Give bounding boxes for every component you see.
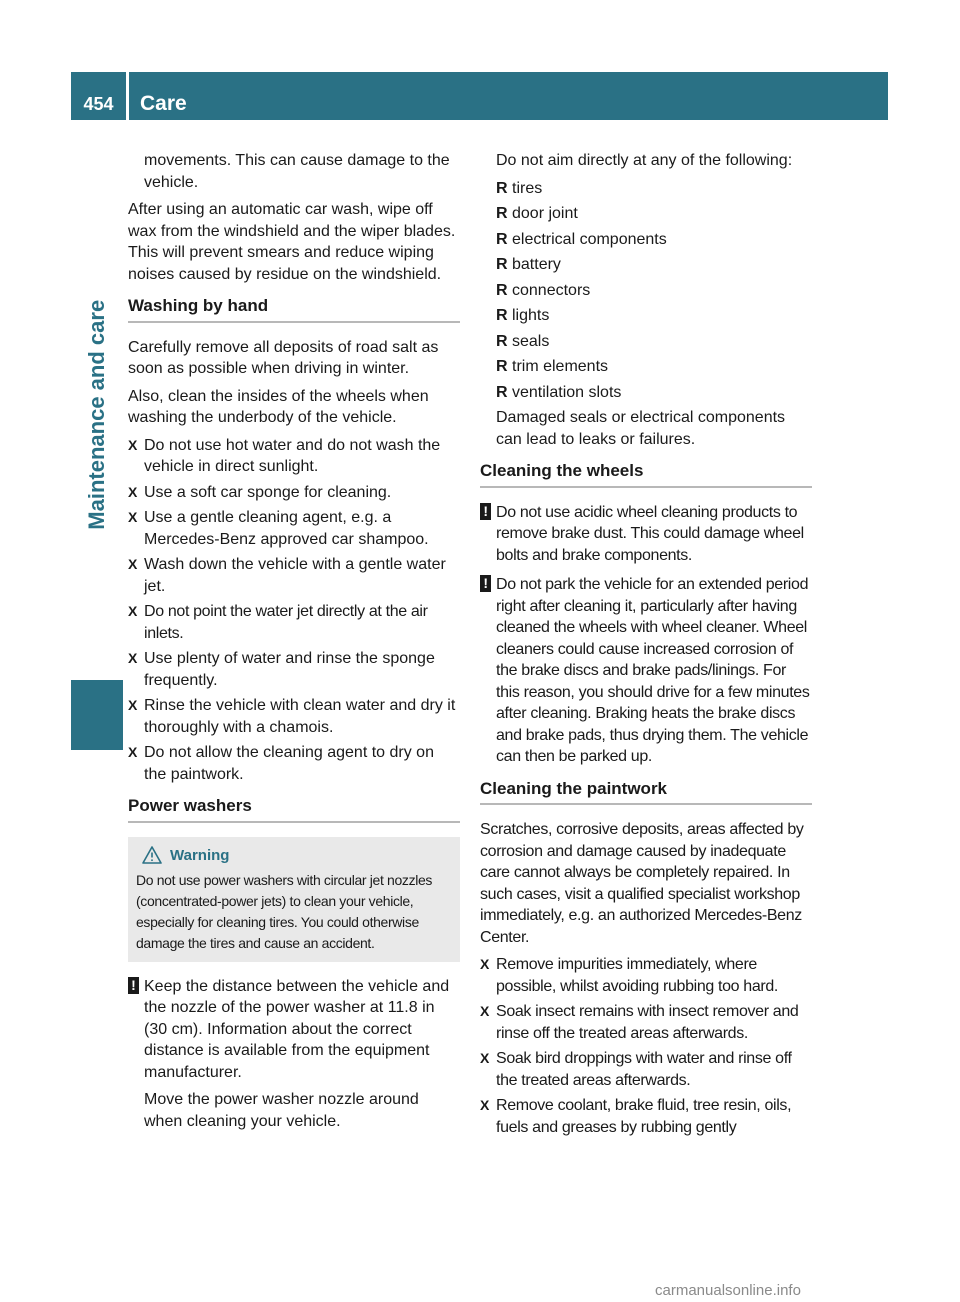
list-item: R ventilation slots xyxy=(496,382,812,404)
step-marker-icon: X xyxy=(128,603,137,619)
instruction-step: X Do not use hot water and do not wash the vehicle in direct sunlight. xyxy=(128,436,441,475)
paint-paragraph: Scratches, corrosive deposits, areas affected by corrosion and damage caused by inadequate care cannot always be completely repaired. In such cases, visit a qualified specialist workshop immediately, e.g. an authorized Mercedes-Benz Center. xyxy=(480,821,804,946)
exclamation-icon: ! xyxy=(128,977,139,994)
step-marker-icon: X xyxy=(128,436,138,453)
header-bar xyxy=(71,72,888,120)
instruction-step: X Use a soft car sponge for cleaning. xyxy=(128,482,460,504)
heading-cleaning-paintwork: Cleaning the paintwork xyxy=(480,778,812,806)
hand-paragraph-2: Also, clean the insides of the wheels when washing the underbody of the vehicle. xyxy=(128,387,429,426)
bullet-icon: R xyxy=(496,256,508,273)
instruction-step: X Use a gentle cleaning agent, e.g. a Mercedes-Benz approved car shampoo. xyxy=(128,509,429,548)
side-label-text: Maintenance and care xyxy=(84,300,110,530)
instruction-step: X Rinse the vehicle with clean water and dry it thoroughly with a chamois. xyxy=(128,697,456,736)
left-column xyxy=(128,150,460,1140)
list-item: R lights xyxy=(496,305,812,327)
step-marker-icon: X xyxy=(480,1050,489,1066)
step-marker-icon: X xyxy=(128,556,138,572)
list-item: R door joint xyxy=(496,203,812,225)
heading-washing-by-hand: Washing by hand xyxy=(128,295,460,323)
wheels-note-2: Do not park the vehicle for an extended period right after cleaning it, particularly after having cleaned the wheels with wheel cleaner. Wheel cleaners could cause increased corrosion of the brake discs and brake pads/linings. For this reason, you should drive for a few minutes after cleaning. Braking heats the brake discs and brake pads, thus drying them. The vehicle can then be parked up. xyxy=(496,576,810,765)
instruction-step: X Do not point the water jet directly at the air inlets. xyxy=(128,603,428,642)
warning-box xyxy=(128,837,460,962)
bullet-icon: R xyxy=(496,358,508,375)
list-item: R trim elements xyxy=(496,356,812,378)
bullet-icon: R xyxy=(496,281,508,299)
step-marker-icon: X xyxy=(128,650,138,666)
step-marker-icon: X xyxy=(480,1097,489,1113)
watermark: carmanualsonline.info xyxy=(655,1282,801,1299)
list-item: R seals xyxy=(496,331,812,353)
heading-power-washers: Power washers xyxy=(128,795,460,823)
aim-intro: Do not aim directly at any of the following: xyxy=(496,152,793,169)
right-column xyxy=(480,150,812,1142)
continued-text: movements. This can cause damage to the vehicle. xyxy=(144,152,450,191)
bullet-icon: R xyxy=(496,307,508,324)
list-item: R electrical components xyxy=(496,229,812,251)
instruction-step: X Remove impurities immediately, where possible, whilst avoiding rubbing too hard. xyxy=(480,956,779,995)
bullet-icon: R xyxy=(496,205,508,222)
step-marker-icon: X xyxy=(128,509,138,525)
instruction-step: X Soak insect remains with insect remover and rinse off the treated areas afterwards. xyxy=(480,1003,799,1042)
step-marker-icon: X xyxy=(480,956,489,972)
warning-title: Warning xyxy=(136,845,452,866)
wheels-note-1: Do not use acidic wheel cleaning products to remove brake dust. This could damage wheel bolts and brake components. xyxy=(496,503,804,564)
instruction-step: X Wash down the vehicle with a gentle water jet. xyxy=(128,556,446,595)
carwash-paragraph: After using an automatic car wash, wipe off wax from the windshield and the wiper blades. This will prevent smears and reduce wiping noises caused by residue on the windshield. xyxy=(128,201,456,283)
heading-cleaning-wheels: Cleaning the wheels xyxy=(480,460,812,488)
step-marker-icon: X xyxy=(128,697,138,713)
note-text-2: Move the power washer nozzle around when cleaning your vehicle. xyxy=(144,1091,419,1130)
page-number: 454 xyxy=(83,94,114,114)
header-divider xyxy=(126,72,129,120)
list-item: R battery xyxy=(496,254,812,276)
list-item: R tires xyxy=(496,178,812,200)
step-marker-icon: X xyxy=(128,744,138,760)
warning-triangle-icon xyxy=(142,846,162,864)
step-marker-icon: X xyxy=(480,1003,489,1019)
instruction-step: X Use plenty of water and rinse the sponge frequently. xyxy=(128,650,435,689)
step-marker-icon: X xyxy=(128,483,138,500)
side-tab-block xyxy=(71,680,123,750)
list-item: R connectors xyxy=(496,280,812,302)
bullet-icon: R xyxy=(496,230,508,248)
instruction-step: X Soak bird droppings with water and rinse off the treated areas afterwards. xyxy=(480,1050,792,1089)
exclamation-icon: ! xyxy=(480,503,491,520)
aim-outro: Damaged seals or electrical components can lead to leaks or failures. xyxy=(496,409,786,448)
bullet-icon: R xyxy=(496,179,508,197)
chapter-title: Care xyxy=(140,92,187,115)
instruction-step: X Do not allow the cleaning agent to dry on the paintwork. xyxy=(128,744,434,783)
note-item xyxy=(480,502,812,567)
warning-text: Do not use power washers with circular jet nozzles (concentrated-power jets) to clean your vehicle, especially for cleaning tires. You could otherwise damage the tires and cause an accident. xyxy=(136,871,433,951)
instruction-step: X Remove coolant, brake fluid, tree resin, oils, fuels and greases by rubbing gently xyxy=(480,1097,792,1136)
exclamation-icon: ! xyxy=(480,575,491,592)
note-item xyxy=(128,976,460,1133)
note-item xyxy=(480,574,812,768)
side-label xyxy=(71,135,123,695)
hand-paragraph-1: Carefully remove all deposits of road salt as soon as possible when driving in winter. xyxy=(128,338,439,377)
bullet-icon: R xyxy=(496,332,508,350)
bullet-icon: R xyxy=(496,383,508,401)
note-text: Keep the distance between the vehicle and the nozzle of the power washer at 11.8 in (30 cm). Information about the correct distance is available from the equipment manufacturer. xyxy=(144,977,450,1081)
